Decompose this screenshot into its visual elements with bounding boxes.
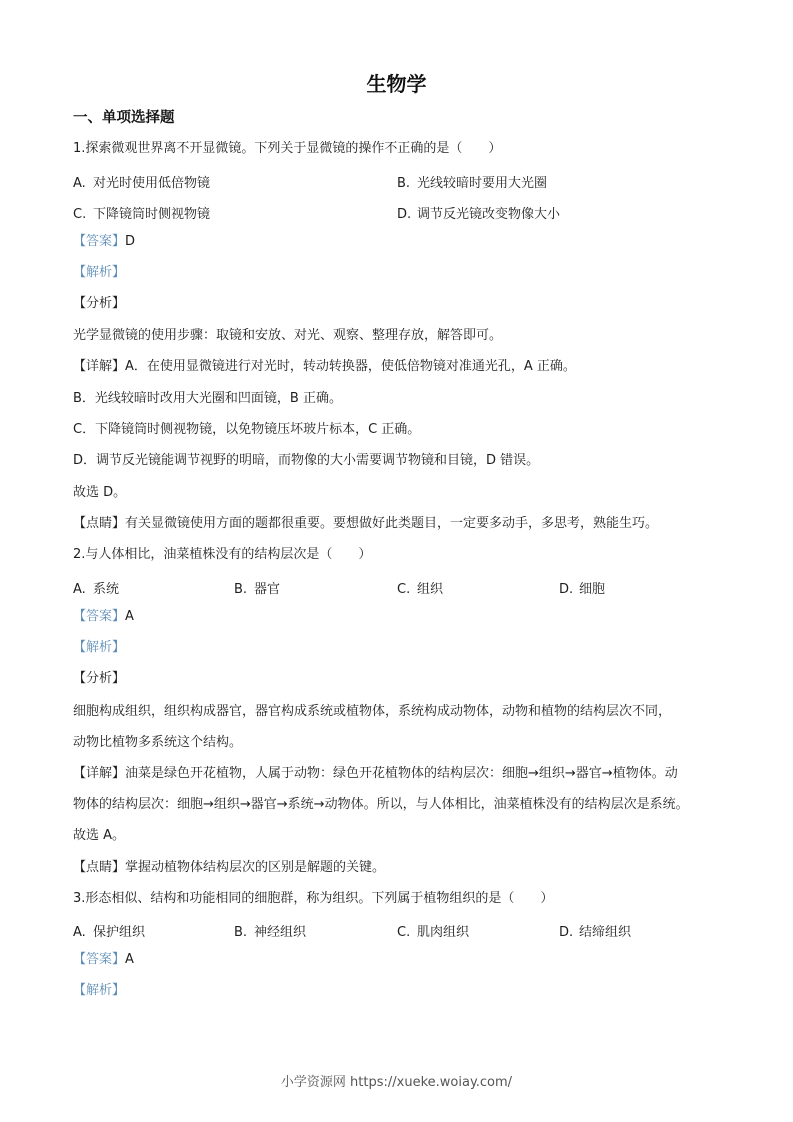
q1-conclusion: 故选 D。	[73, 485, 127, 500]
answer-value: A	[125, 609, 134, 624]
q2-breakdown-line-2: 动物比植物多系统这个结构。	[73, 735, 243, 750]
q1-option-c: C. 下降镜筒时侧视物镜	[73, 207, 211, 222]
q3-option-c: C. 肌肉组织	[397, 925, 470, 940]
q2-tip: 【点睛】掌握动植物体结构层次的区别是解题的关键。	[73, 860, 386, 875]
q1-detail-line-3: C．下降镜筒时侧视物镜，以免物镜压坏玻片标本，C 正确。	[73, 422, 421, 437]
answer-value: D	[125, 234, 136, 249]
page-title: 生物学	[366, 72, 427, 96]
q1-option-b: B. 光线较暗时要用大光圈	[397, 176, 548, 191]
q1-detail-line-1: 【详解】A．在使用显微镜进行对光时，转动转换器，使低倍物镜对准通光孔，A 正确。	[73, 359, 576, 374]
q1-option-a: A. 对光时使用低倍物镜	[73, 176, 211, 191]
question-3-stem: 3.形态相似、结构和功能相同的细胞群，称为组织。下列属于植物组织的是（ ）	[73, 891, 554, 906]
q3-option-a: A. 保护组织	[73, 925, 146, 940]
q2-option-d: D. 细胞	[559, 582, 606, 597]
q1-detail-line-4: D．调节反光镜能调节视野的明暗，而物像的大小需要调节物镜和目镜，D 错误。	[73, 453, 540, 468]
question-1-stem: 1.探索微观世界离不开显微镜。下列关于显微镜的操作不正确的是（ ）	[73, 141, 502, 156]
section-heading: 一、单项选择题	[73, 110, 175, 126]
answer-label: 【答案】	[73, 609, 126, 624]
q2-analysis-label: 【解析】	[73, 640, 126, 655]
q3-option-d: D. 结缔组织	[559, 925, 632, 940]
q1-breakdown-label: 【分析】	[73, 296, 126, 311]
q2-detail-line-2: 物体的结构层次：细胞→组织→器官→系统→动物体。所以，与人体相比，油菜植株没有的结构层次是系统。	[73, 797, 689, 812]
q2-detail-line-1: 【详解】油菜是绿色开花植物，人属于动物：绿色开花植物体的结构层次：细胞→组织→器官→植物体。动	[73, 766, 678, 781]
q2-option-b: B. 器官	[234, 582, 281, 597]
answer-label: 【答案】	[73, 952, 126, 967]
q2-option-c: C. 组织	[397, 582, 444, 597]
question-2-stem: 2.与人体相比，油菜植株没有的结构层次是（ ）	[73, 547, 372, 562]
q1-tip: 【点睛】有关显微镜使用方面的题都很重要。要想做好此类题目，一定要多动手，多思考，熟能生巧。	[73, 516, 659, 531]
q2-option-a: A. 系统	[73, 582, 120, 597]
answer-value: A	[125, 952, 134, 967]
q1-analysis-label: 【解析】	[73, 265, 126, 280]
q1-detail-line-2: B．光线较暗时改用大光圈和凹面镜，B 正确。	[73, 391, 342, 406]
q2-answer	[73, 609, 134, 625]
q2-breakdown-label: 【分析】	[73, 671, 126, 686]
q1-breakdown-text: 光学显微镜的使用步骤：取镜和安放、对光、观察、整理存放，解答即可。	[73, 328, 503, 343]
q3-option-b: B. 神经组织	[234, 925, 307, 940]
q1-answer	[73, 234, 135, 250]
answer-label: 【答案】	[73, 234, 126, 249]
q2-conclusion: 故选 A。	[73, 828, 126, 843]
q3-answer	[73, 952, 134, 968]
q1-option-d: D. 调节反光镜改变物像大小	[397, 207, 561, 222]
q2-breakdown-line-1: 细胞构成组织，组织构成器官，器官构成系统或植物体，系统构成动物体，动物和植物的结构层次不同，	[73, 704, 672, 719]
q3-analysis-label: 【解析】	[73, 983, 126, 998]
footer-watermark: 小学资源网 https://xueke.woiay.com/	[280, 1075, 513, 1090]
